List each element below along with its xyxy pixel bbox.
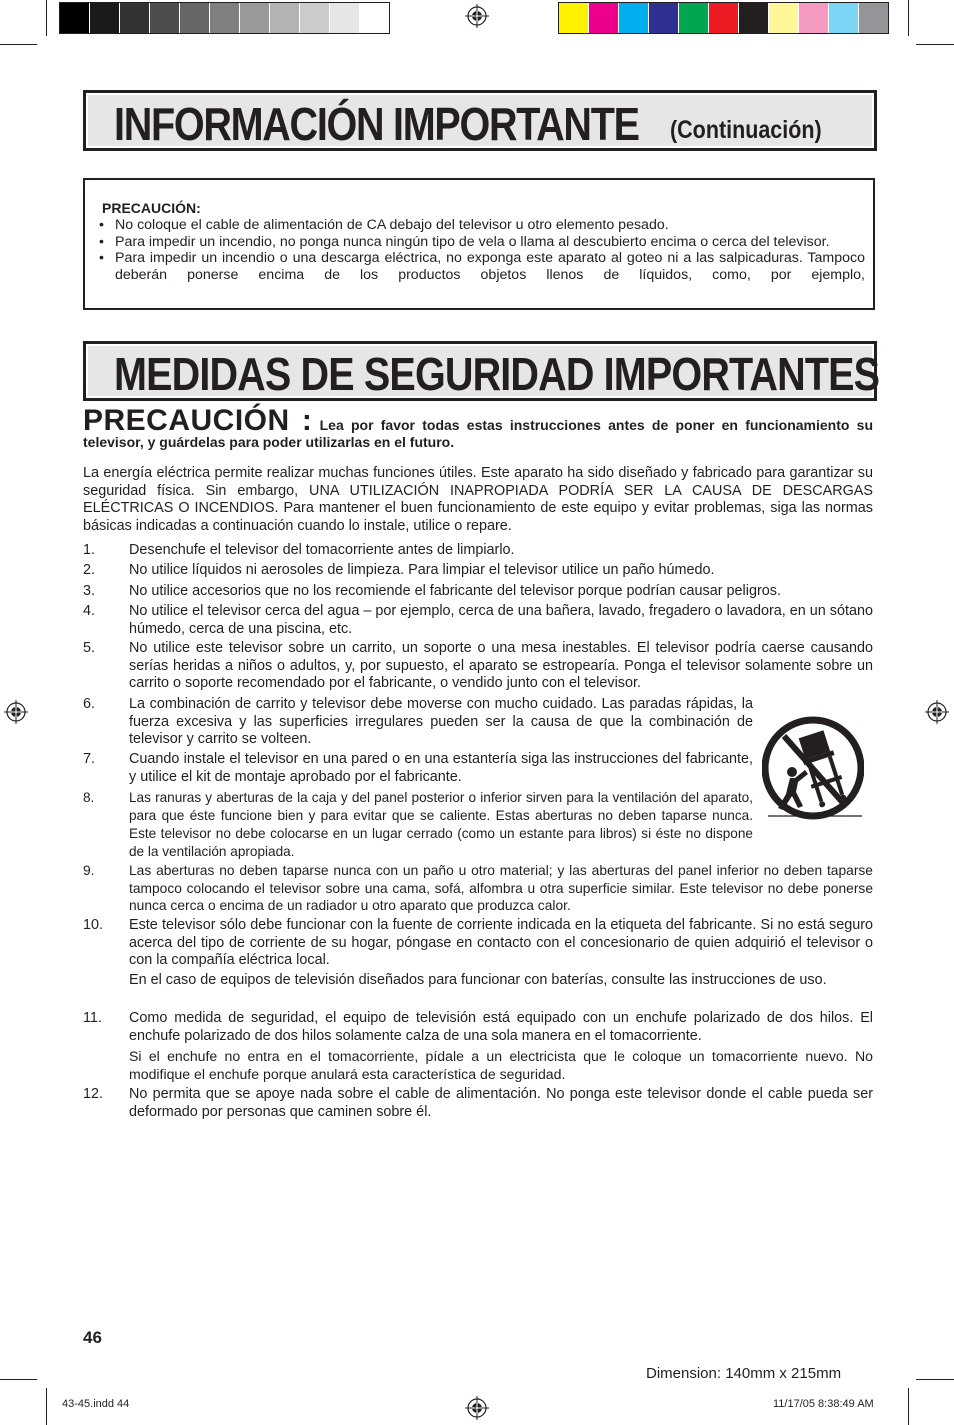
item-number: 8. (83, 790, 95, 805)
item-text: No utilice líquidos ni aerosoles de limpieza. Para limpiar el televisor utilice un paño húmedo. (129, 562, 715, 578)
section-title-safety-measures (83, 341, 880, 401)
color-swatch (649, 3, 679, 33)
cart-tipover-warning-icon (762, 712, 864, 822)
color-swatch (709, 3, 739, 33)
caution-bullet: • Para impedir un incendio, no ponga nunca ningún tipo de vela o llama al descubierto encima o cerca del televisor. (99, 234, 865, 251)
item-extra-text: Si el enchufe no entra en el tomacorriente, pídale a un electricista que le coloque un tomacorriente nuevo. No modifique el enchufe porque anulará esta característica de seguridad. (129, 1048, 873, 1082)
item-text: La combinación de carrito y televisor debe moverse con mucho cuidado. Las paradas rápidas, la fuerza excesiva y las superficies irregulares pueden ser la causa de que la combinación de televisor y carrito se volteen. (129, 696, 753, 747)
color-swatch (799, 3, 829, 33)
item-text: No utilice el televisor cerca del agua – por ejemplo, cerca de una bañera, lavado, fregadero o lavadora, en un sótano húmedo, cerca de una piscina, etc. (129, 603, 873, 637)
item-number: 9. (83, 863, 95, 878)
precaution-text: Lea por favor todas estas instrucciones antes de poner en funcionamiento su televisor, y guárdelas para poder utilizarlas en el futuro. (83, 417, 873, 450)
item-text: Las ranuras y aberturas de la caja y del panel posterior o inferior sirven para la ventilación del aparato, para que éste funcione bien y para evitar que se caliente. Estas aberturas no deben taparse nunca. Este televisor no debe colocarse en un lugar cerrado (como un estante para libros) si éste no dispone de la ventilación apropiada. (129, 790, 753, 859)
crop-mark (46, 1388, 47, 1425)
crop-mark (0, 1379, 37, 1380)
color-swatch (769, 3, 799, 33)
color-swatch (330, 3, 360, 33)
page-number: 46 (83, 1328, 102, 1347)
crop-mark (916, 1379, 954, 1380)
item-text: Desenchufe el televisor del tomacorriente antes de limpiarlo. (129, 542, 515, 558)
item-text: No utilice accesorios que no los recomiende el fabricante del televisor porque podrían causar peligros. (129, 583, 781, 599)
crop-mark (916, 44, 954, 45)
item-text: Las aberturas no deben taparse nunca con un paño u otro material; y las aberturas del panel inferior no deben taparse tampoco colocando el televisor sobre una cama, sofá, alfombra u otra superficie similar. Este televisor no debe ponerse nunca cerca o encima de un radiador u otro aparato que produzca calor. (129, 863, 873, 913)
color-swatch (60, 3, 90, 33)
registration-target-icon (465, 1396, 489, 1420)
caution-bullet: • No coloque el cable de alimentación de CA debajo del televisor u otro elemento pesado. (99, 217, 865, 234)
color-swatch (859, 3, 888, 33)
color-swatch (210, 3, 240, 33)
dimension-note: Dimension: 140mm x 215mm (646, 1365, 842, 1382)
crop-mark (908, 1388, 909, 1425)
color-swatch (120, 3, 150, 33)
item-number: 10. (83, 917, 104, 933)
color-swatch (739, 3, 769, 33)
caution-bullet: • Para impedir un incendio o una descarga eléctrica, no exponga este aparato al goteo ni a las salpicaduras. Tampoco deberán ponerse encima de los productos objetos llenos de líquidos, como, por ejemplo, (99, 250, 865, 283)
item-text: No utilice este televisor sobre un carrito, un soporte o una mesa inestables. El televisor podría caerse causando serías heridas a niños o adultos, y, por supuesto, el aparato se estropearía. Ponga el televisor solamente sobre un carrito o soporte recomendado por el fabricante, o vendido junto con el televisor. (129, 640, 873, 691)
item-text: Este televisor sólo debe funcionar con la fuente de corriente indicada en la etiqueta del fabricante. Si no está seguro acerca del tipo de corriente de su hogar, póngase en contacto con el concesionario de quien adquirió el televisor o con la compañía eléctrica local. (129, 917, 873, 968)
color-swatch (360, 3, 389, 33)
precaution-heading (83, 404, 873, 451)
item-number: 3. (83, 583, 96, 599)
color-swatch (150, 3, 180, 33)
color-swatch (589, 3, 619, 33)
registration-target-icon (925, 700, 949, 724)
item-number: 11. (83, 1010, 102, 1026)
color-swatch (180, 3, 210, 33)
item-number: 4. (83, 603, 96, 619)
process-color-bar (558, 2, 889, 34)
file-slug: 43-45.indd 44 (62, 1398, 130, 1410)
caution-heading: PRECAUCIÓN: (102, 200, 201, 216)
item-number: 12. (83, 1086, 104, 1102)
caution-box (83, 178, 875, 310)
title-subtitle: (Continuación) (670, 116, 822, 144)
item-number: 2. (83, 562, 96, 578)
color-swatch (679, 3, 709, 33)
item-number: 1. (83, 542, 96, 558)
color-swatch (829, 3, 859, 33)
crop-mark (46, 0, 47, 36)
timestamp-slug: 11/17/05 8:38:49 AM (773, 1398, 874, 1410)
section-title-important-info (83, 90, 877, 151)
title-main: INFORMACIÓN IMPORTANTE (114, 98, 639, 150)
item-extra-text: En el caso de equipos de televisión diseñados para funcionar con baterías, consulte las instrucciones de uso. (129, 972, 827, 988)
color-swatch (240, 3, 270, 33)
intro-paragraph: La energía eléctrica permite realizar muchas funciones útiles. Este aparato ha sido diseñado y fabricado para garantizar su seguridad física. Sin embargo, UNA UTILIZACIÓN INAPROPIADA PODRÍA SER LA CAUSA DE DESCARGAS ELÉCTRICAS O INCENDIOS. Para mantener el buen funcionamiento de este equipo y evitar problemas, siga las normas básicas indicadas a continuación cuando lo instale, utilice o repare. (83, 465, 873, 534)
color-swatch (90, 3, 120, 33)
item-number: 7. (83, 751, 96, 767)
item-text: No permita que se apoye nada sobre el cable de alimentación. No ponga este televisor donde el cable pueda ser deformado por personas que caminen sobre él. (129, 1086, 873, 1120)
crop-mark (0, 44, 37, 45)
item-text: Cuando instale el televisor en una pared o en una estantería siga las instrucciones del fabricante, y utilice el kit de montaje aprobado por el fabricante. (129, 751, 753, 785)
color-swatch (300, 3, 330, 33)
item-text: Como medida de seguridad, el equipo de televisión está equipado con un enchufe polarizado de dos hilos. El enchufe polarizado de dos hilos solamente calza de una sola manera en el tomacorriente. (129, 1010, 873, 1044)
registration-target-icon (465, 4, 489, 28)
caution-list (99, 217, 865, 283)
registration-target-icon (4, 700, 28, 724)
grayscale-color-bar (59, 2, 390, 34)
color-swatch (270, 3, 300, 33)
crop-mark (908, 0, 909, 36)
item-number: 5. (83, 640, 96, 656)
precaution-title: PRECAUCIÓN : (83, 404, 313, 437)
color-swatch (559, 3, 589, 33)
color-swatch (619, 3, 649, 33)
item-number: 6. (83, 696, 96, 712)
title-main: MEDIDAS DE SEGURIDAD IMPORTANTES (114, 348, 880, 400)
